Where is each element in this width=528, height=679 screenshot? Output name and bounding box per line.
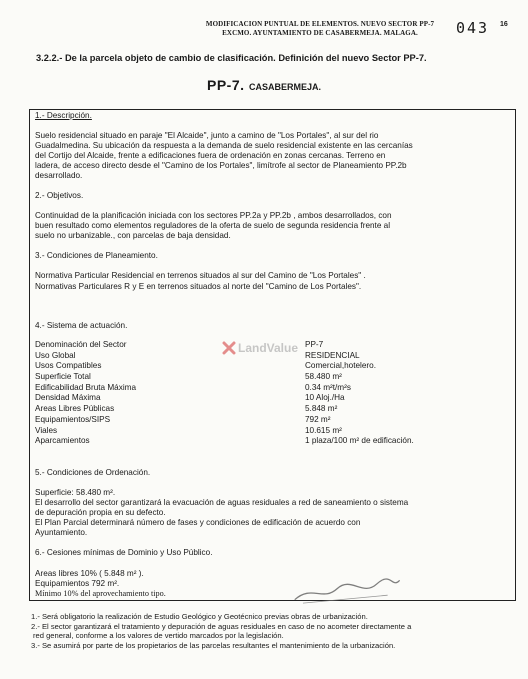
- heading-cesiones: 6.- Cesiones mínimas de Dominio y Uso Público.: [35, 548, 213, 557]
- table-row: [35, 372, 495, 383]
- param-label: Denominación del Sector: [35, 340, 127, 349]
- param-label: Viales: [35, 425, 58, 435]
- header-line-1: MODIFICACION PUNTUAL DE ELEMENTOS. NUEVO SECTOR PP-7: [205, 20, 435, 28]
- footnote: 2.- El sector garantizará el tratamiento y depuración de aguas residuales en caso de no acometer directamente a: [31, 621, 412, 631]
- heading-planeamiento: 3.- Condiciones de Planeamiento.: [35, 251, 158, 260]
- table-row: [35, 393, 495, 404]
- param-value: 792 m²: [305, 414, 331, 424]
- section-title: 3.2.2.- De la parcela objeto de cambio de clasificación. Definición del nuevo Sector PP-7.: [36, 53, 427, 63]
- heading-objetivos: 2.- Objetivos.: [35, 191, 84, 200]
- ordenacion-line: Ayuntamiento.: [35, 528, 88, 537]
- page-suffix: 16: [500, 21, 508, 28]
- watermark-x-icon: [222, 341, 236, 355]
- param-label: Aparcamientos: [35, 436, 90, 446]
- param-value: PP-7: [305, 340, 324, 349]
- footnote: red general, conforme a los valores de vertido marcados por la legislación.: [33, 631, 284, 641]
- sector-parameters-table: [35, 340, 495, 447]
- planeamiento-line: Normativas Particulares R y E en terrenos situados al norte del "Camino de Los Portales".: [35, 282, 362, 291]
- param-value: 5.848 m²: [305, 404, 338, 414]
- table-row: [35, 361, 495, 372]
- param-value: 0.34 m²t/m²s: [305, 382, 351, 392]
- signature-mark: [291, 574, 402, 606]
- param-value: Comercial,hotelero.: [305, 361, 376, 371]
- param-label: Usos Compatibles: [35, 361, 102, 371]
- watermark-logo: [222, 341, 298, 355]
- table-row: [35, 436, 495, 447]
- header-line-2: EXCMO. AYUNTAMIENTO DE CASABERMEJA. MALAGA.: [222, 29, 418, 37]
- descripcion-line: ladera, de acceso directo desde el "Camino de los Portales", limítrofe al sector de Planeamiento PP.2b: [35, 161, 407, 170]
- param-label: Areas Libres Públicas: [35, 404, 115, 414]
- param-label: Densidad Máxima: [35, 393, 101, 403]
- heading-descripcion: 1.- Descripción.: [35, 111, 92, 120]
- param-label: Edificabilidad Bruta Máxima: [35, 382, 137, 392]
- footnote: 1.- Será obligatorio la realización de Estudio Geológico y Geotécnico previas obras de urbanización.: [31, 612, 368, 621]
- param-value: 58.480 m²: [305, 372, 342, 382]
- param-value: 1 plaza/100 m² de edificación.: [305, 436, 414, 446]
- sector-place: CASABERMEJA.: [248, 82, 321, 92]
- param-value: 10.615 m²: [305, 425, 342, 435]
- objetivos-line: buen resultado como elementos reguladores de la oferta de suelo de segunda residencia frente al: [35, 221, 391, 230]
- document-header: [190, 20, 450, 38]
- param-value: 10 Aloj./Ha: [305, 393, 345, 403]
- table-row: [35, 404, 495, 415]
- objetivos-line: suelo no urbanizable., con parcelas de baja densidad.: [35, 231, 231, 240]
- planeamiento-line: Normativa Particular Residencial en terrenos situados al sur del Camino de "Los Portales" .: [35, 271, 366, 280]
- ordenacion-line: El desarrollo del sector garantizará la evacuación de aguas residuales a red de saneamiento o sistema: [35, 498, 409, 507]
- table-row: [35, 415, 495, 426]
- footnote: 3.- Se asumirá por parte de los propietarios de las parcelas resultantes el mantenimiento de la urbanización.: [31, 640, 396, 650]
- param-label: Equipamientos/SIPS: [35, 414, 111, 424]
- sector-code: PP-7.: [207, 77, 245, 93]
- cesiones-line: Equipamientos 792 m².: [35, 579, 120, 588]
- descripcion-line: desarrollado.: [35, 171, 83, 180]
- cesiones-line: Mínimo 10% del aprovechamiento tipo.: [35, 589, 166, 598]
- descripcion-line: Guadalmedina. Su ubicación da respuesta a la demanda de suelo residencial existente en las cercanías: [35, 141, 413, 150]
- param-value: RESIDENCIAL: [305, 350, 360, 360]
- watermark-text: LandValue: [238, 341, 299, 355]
- cesiones-line: Areas libres 10% ( 5.848 m² ).: [35, 569, 144, 578]
- descripcion-line: del Cortijo del Alcaide, frente a edificaciones fuera de ordenación en zonas cercanas. Terreno en: [35, 151, 386, 160]
- page-number: 043: [456, 19, 490, 37]
- footnotes: [31, 612, 521, 650]
- heading-sistema-actuacion: 4.- Sistema de actuación.: [35, 321, 128, 330]
- sector-title: [0, 77, 528, 95]
- ordenacion-line: Superficie: 58.480 m².: [35, 488, 116, 497]
- descripcion-line: Suelo residencial situado en paraje "El Alcaide", junto a camino de "Los Portales", al sur del rio: [35, 131, 379, 140]
- heading-ordenacion: 5.- Condiciones de Ordenación.: [35, 468, 151, 477]
- objetivos-line: Continuidad de la planificación iniciada con los sectores PP.2a y PP.2b , ambos desarrollados, con: [35, 211, 392, 220]
- table-row: [35, 426, 495, 437]
- param-label: Superficie Total: [35, 372, 91, 382]
- ordenacion-line: El Plan Parcial determinará número de fases y condiciones de edificación de acuerdo con: [35, 518, 361, 527]
- ordenacion-line: de depuración propia en su defecto.: [35, 508, 166, 517]
- table-row: [35, 383, 495, 394]
- param-label: Uso Global: [35, 350, 76, 360]
